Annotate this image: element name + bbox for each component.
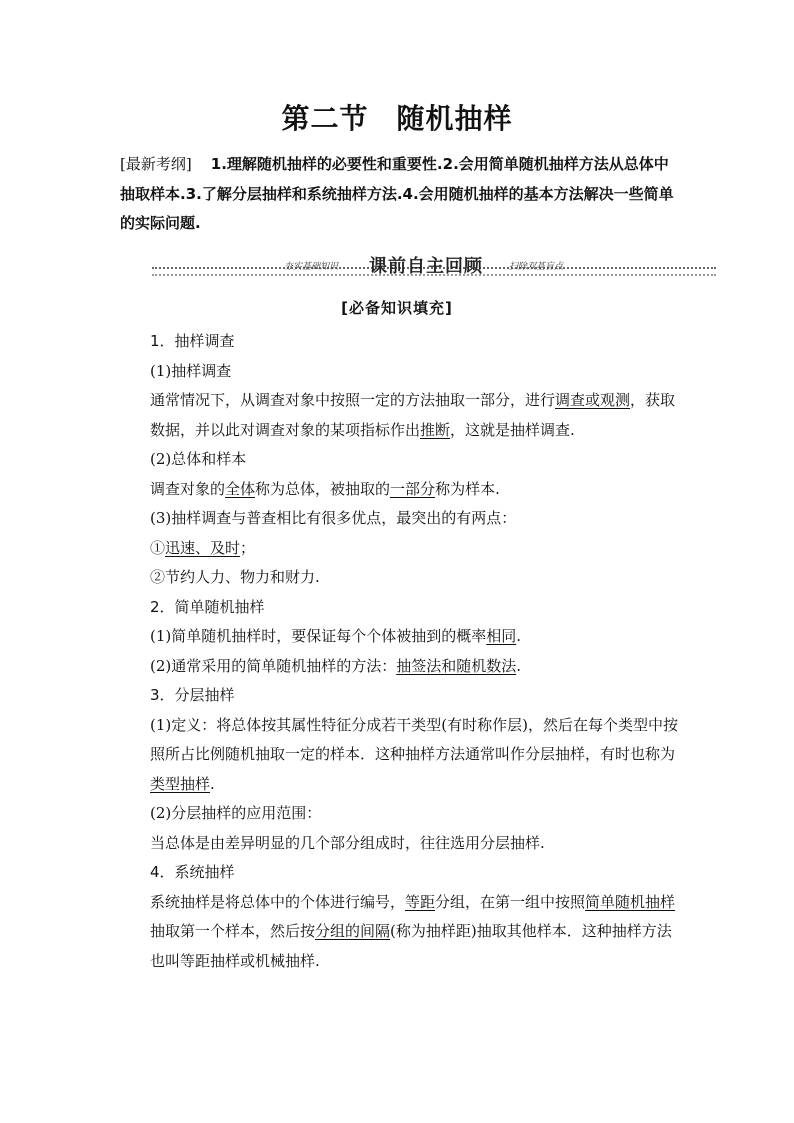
- text: 系统抽样是将总体中的个体进行编号，: [150, 892, 406, 911]
- banner-left-text: 夯实基础知识: [284, 262, 339, 272]
- paragraph-2-2: [120, 652, 680, 682]
- text: ①: [150, 538, 166, 557]
- text: 分组，在第一组中按照: [435, 892, 586, 911]
- text: ，这就是抽样调查.: [450, 420, 575, 439]
- heading-4: 4．系统抽样: [150, 863, 235, 881]
- text: ，获取数据，并以此对调查对象的某项指标作出: [150, 391, 676, 439]
- text: .: [516, 656, 522, 675]
- point-2: ②节约人力、物力和财力.: [150, 568, 320, 586]
- syllabus-paragraph: [120, 150, 680, 239]
- paragraph-3-2: 当总体是由差异明显的几个部分组成时，往往选用分层抽样.: [150, 833, 545, 852]
- subheading-1-3: (3)抽样调查与普查相比有很多优点，最突出的有两点：: [150, 509, 517, 527]
- section-heading: [必备知识填充]: [341, 299, 453, 317]
- text: 称为样本.: [435, 479, 500, 498]
- blank-answer: 抽签法和随机数法: [396, 656, 517, 675]
- text: 称为总体，被抽取的: [255, 479, 391, 498]
- point-1: [120, 534, 680, 564]
- paragraph-4: [120, 888, 680, 977]
- text: .: [516, 627, 522, 645]
- blank-answer: 调查或观测: [555, 391, 631, 409]
- section-banner: [152, 252, 716, 276]
- heading-2: 2．简单随机抽样: [150, 597, 265, 616]
- blank-answer: 一部分: [390, 479, 436, 498]
- banner-right-text: 扫除双基盲点: [509, 262, 564, 272]
- subheading-1-2: (2)总体和样本: [150, 450, 247, 468]
- blank-answer: 全体: [225, 479, 256, 498]
- text: 调查对象的: [150, 479, 226, 498]
- text: (2)通常采用的简单随机抽样的方法：: [150, 656, 397, 675]
- syllabus-text: 1.理解随机抽样的必要性和重要性.2.会用简单随机抽样方法从总体中抽取样本.3.了解分层抽样和系统抽样方法.4.会用随机抽样的基本方法解决一些简单的实际问题.: [120, 155, 674, 232]
- text: .: [210, 774, 215, 793]
- syllabus-tag: [最新考纲]: [120, 155, 192, 173]
- text: 抽取第一个样本，然后按: [150, 922, 316, 940]
- blank-answer: 迅速、及时: [165, 538, 241, 557]
- paragraph-2-1: [120, 622, 680, 652]
- text: (1)简单随机抽样时，要保证每个个体被抽到的概率: [150, 627, 487, 645]
- title-section-number: 第二节: [281, 102, 369, 135]
- blank-answer: 类型抽样: [150, 774, 211, 793]
- paragraph-1-1: [120, 386, 680, 445]
- paragraph-3-1: [120, 711, 680, 800]
- blank-answer: 分组的间隔: [315, 922, 391, 940]
- paragraph-1-2: [120, 475, 680, 505]
- subheading-1-1: (1)抽样调查: [150, 361, 232, 380]
- blank-answer: 相同: [486, 627, 517, 645]
- banner-title: 课前自主回顾: [369, 256, 483, 277]
- text: (1)定义：将总体按其属性特征分成若干类型(有时称作层)，然后在每个类型中按照所占比例随机抽取一定的样本．这种抽样方法通常叫作分层抽样，有时也称为: [150, 715, 678, 763]
- text: (称为抽样距)抽取其他样本．这种抽样方法也叫等距抽样或机械抽样.: [150, 922, 672, 970]
- title-topic: 随机抽样: [396, 102, 513, 135]
- content-body: [120, 327, 680, 976]
- page-title: [0, 97, 794, 137]
- text: 通常情况下，从调查对象中按照一定的方法抽取一部分，进行: [150, 391, 556, 409]
- blank-answer: 等距: [405, 892, 436, 911]
- blank-answer: 简单随机抽样: [585, 892, 676, 911]
- heading-3: 3．分层抽样: [150, 686, 235, 704]
- blank-answer: 推断: [420, 420, 451, 439]
- subheading-3-2: (2)分层抽样的应用范围：: [150, 804, 322, 822]
- text: ；: [240, 538, 256, 557]
- heading-1: 1．抽样调查: [150, 332, 235, 350]
